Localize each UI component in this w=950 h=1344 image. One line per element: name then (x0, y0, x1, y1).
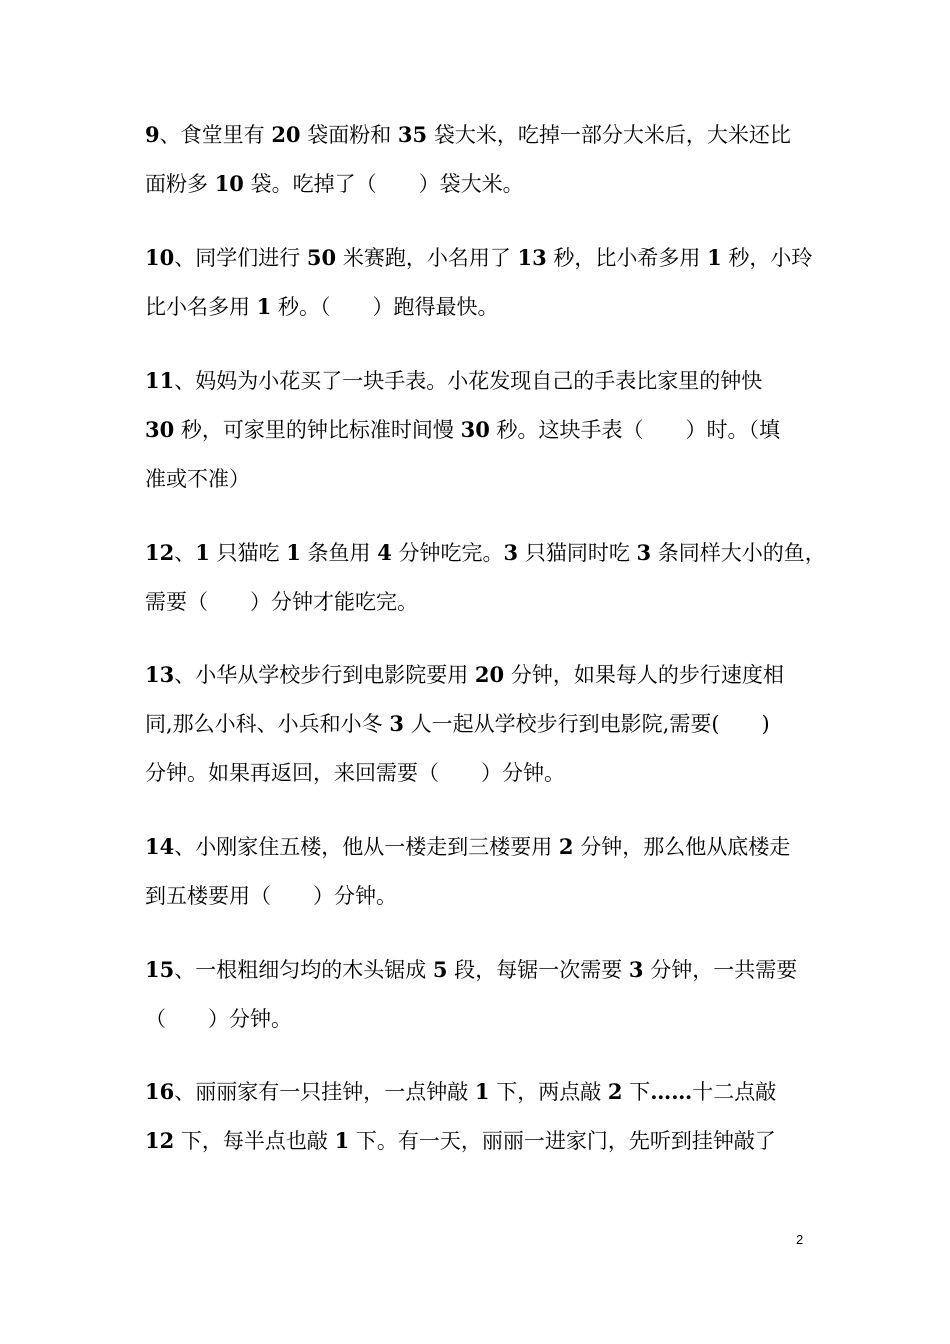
question-text: 、小华从学校步行到电影院要用 (174, 663, 475, 687)
question-text: 、一根粗细匀均的木头锯成 (174, 958, 433, 982)
bold-number: 15 (145, 957, 175, 982)
question-line (145, 465, 250, 493)
question-line (145, 710, 770, 738)
bold-number: 5 (432, 957, 448, 982)
question-text: 秒。（ ）跑得最快。 (271, 295, 499, 319)
bold-number: 12 (145, 1128, 175, 1153)
question-text: 秒。这块手表（ ）时。（填 (489, 418, 781, 442)
question-text: 准或不准） (145, 467, 250, 491)
question-text: 、丽丽家有一只挂钟，一点钟敲 (174, 1080, 475, 1104)
bold-number: 2 (558, 834, 574, 859)
question-text: 米赛跑，小名用了 (336, 246, 518, 270)
question-line (145, 956, 797, 984)
question-line (145, 882, 397, 910)
question-text: 分钟，如果每人的步行速度相 (504, 663, 784, 687)
question-text: 分钟吃完。 (391, 541, 504, 565)
question-text: 十二点敲 (692, 1080, 777, 1104)
bold-number: 11 (145, 368, 175, 393)
bold-number: 4 (377, 540, 392, 565)
question-text: 到五楼要用（ ）分钟。 (145, 884, 397, 908)
question-text: 条鱼用 (300, 541, 378, 565)
question-text: 、 (174, 541, 196, 565)
question-line (145, 833, 790, 861)
question-text: （ ）分钟。 (145, 1007, 292, 1031)
question-line (145, 170, 524, 198)
question-line (145, 588, 418, 616)
question-text: 段，每锯一次需要 (447, 958, 629, 982)
bold-number: 1 (195, 540, 210, 565)
bold-number: 1 (707, 245, 722, 270)
bold-number: 13 (517, 245, 547, 270)
question-line (145, 367, 762, 395)
question-text: 条同样大小的鱼， (651, 541, 826, 565)
question-text: 秒，可家里的钟比标准时间慢 (174, 418, 461, 442)
question-line (145, 416, 780, 444)
question-text: 需要（ ）分钟才能吃完。 (145, 590, 418, 614)
question-text: 下。有一天，丽丽一进家门，先听到挂钟敲了 (349, 1129, 776, 1153)
bold-number: 16 (145, 1079, 175, 1104)
question-line (145, 244, 812, 272)
question-text: 分钟。如果再返回，来回需要（ ）分钟。 (145, 761, 565, 785)
bold-number: 10 (214, 171, 244, 196)
question-text: 分钟，一共需要 (643, 958, 798, 982)
bold-number: 3 (389, 711, 404, 736)
bold-number: 1 (474, 1079, 490, 1104)
bold-number: 1 (256, 294, 272, 319)
question-line (145, 121, 791, 149)
question-text: 只猫吃 (209, 541, 287, 565)
bold-number: 9 (145, 122, 160, 147)
question-line (145, 661, 784, 689)
bold-number: 14 (145, 834, 175, 859)
question-text: 、小刚家住五楼，他从一楼走到三楼要用 (174, 835, 559, 859)
question-text: 秒，比小希多用 (546, 246, 708, 270)
bold-number: 30 (145, 417, 175, 442)
question-text: 分钟，那么他从底楼走 (573, 835, 791, 859)
bold-number: 3 (628, 957, 644, 982)
question-text: 、妈妈为小花买了一块手表。小花发现自己的手表比家里的钟快 (174, 369, 763, 393)
bold-number: 1 (334, 1128, 350, 1153)
bold-number: 35 (397, 122, 428, 147)
bold-number: 2 (607, 1079, 623, 1104)
bold-number: 10 (145, 245, 175, 270)
question-text: 下 (622, 1080, 651, 1104)
question-line (145, 1005, 292, 1033)
question-text: 下，两点敲 (489, 1080, 608, 1104)
question-text: 袋。吃掉了（ ）袋大米。 (243, 172, 524, 196)
question-line (145, 1127, 776, 1155)
bold-number: 20 (271, 122, 301, 147)
bold-number: 12 (145, 540, 175, 565)
question-text: 只猫同时吃 (518, 541, 637, 565)
question-text: 同,那么小科、小兵和小冬 (145, 712, 390, 736)
question-line (145, 1078, 776, 1106)
bold-number: 1 (286, 540, 301, 565)
page-number: 2 (796, 1232, 804, 1247)
question-text: 、食堂里有 (159, 123, 272, 147)
question-text: 人一起从学校步行到电影院,需要( ) (403, 712, 770, 736)
question-line (145, 539, 826, 567)
question-text: 袋面粉和 (300, 123, 398, 147)
question-text: 、同学们进行 (174, 246, 307, 270)
bold-number: 3 (503, 540, 519, 565)
question-text: 面粉多 (145, 172, 215, 196)
bold-number: 13 (145, 662, 175, 687)
question-text: 袋大米，吃掉一部分大米后，大米还比 (427, 123, 791, 147)
bold-number: 30 (460, 417, 490, 442)
bold-number: 20 (474, 662, 505, 687)
bold-number: 3 (636, 540, 652, 565)
question-line (145, 293, 499, 321)
bold-number: …… (650, 1079, 693, 1104)
question-text: 秒，小玲 (721, 246, 813, 270)
question-line (145, 759, 565, 787)
question-text: 比小名多用 (145, 295, 257, 319)
bold-number: 50 (306, 245, 337, 270)
question-text: 下，每半点也敲 (174, 1129, 335, 1153)
